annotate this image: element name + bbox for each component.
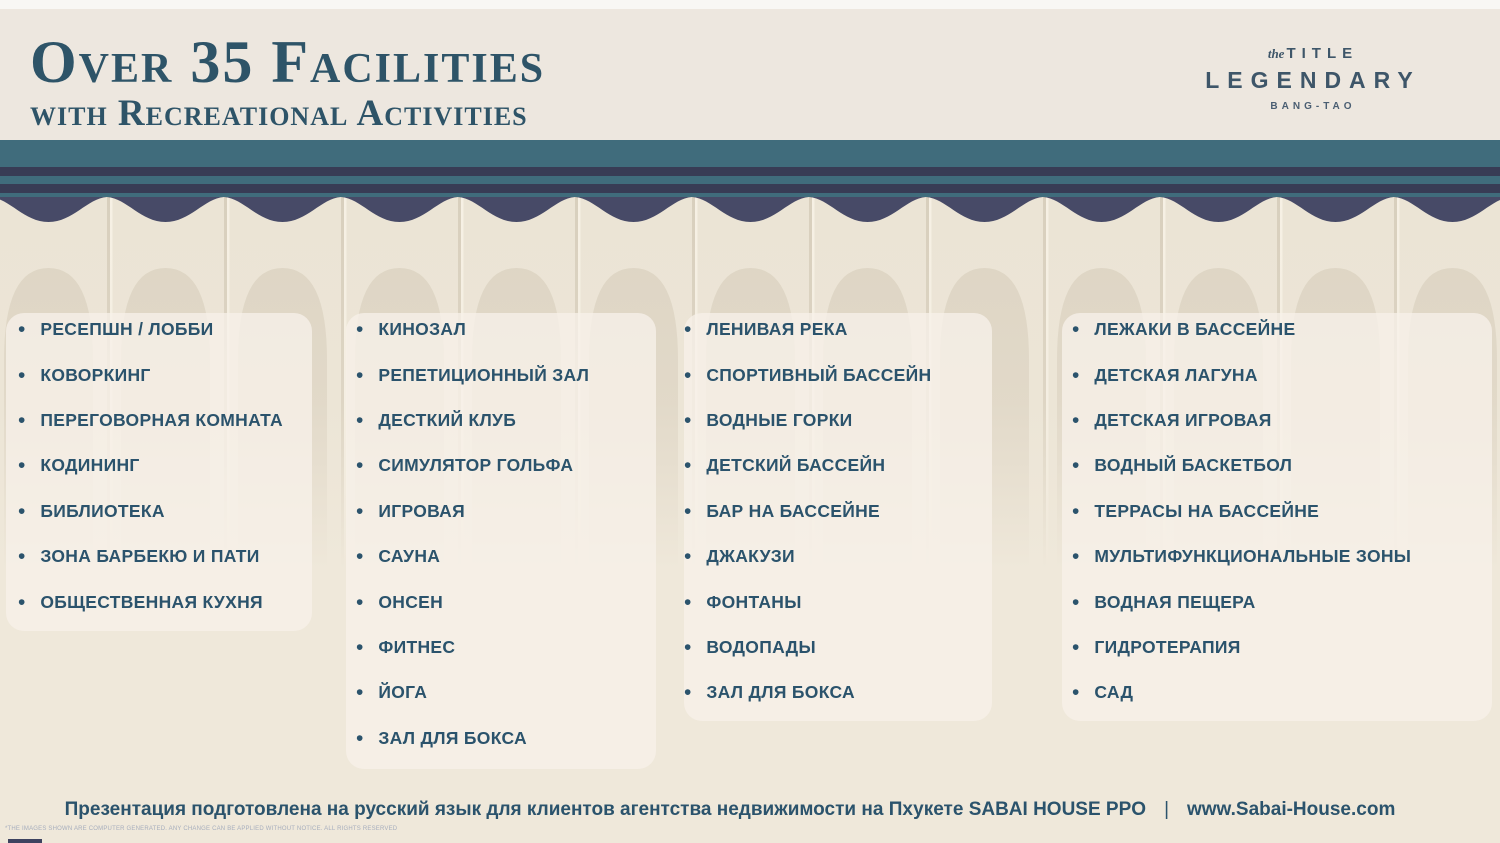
footer-separator: | — [1164, 799, 1169, 820]
facility-item — [356, 625, 589, 670]
bullet-icon: • — [684, 454, 692, 478]
title-line-1: Over 35 Facilities — [30, 29, 546, 95]
facility-label: ДЖАКУЗИ — [706, 546, 795, 567]
bullet-icon: • — [356, 408, 364, 432]
page-title — [30, 31, 545, 134]
top-edge-strip — [0, 0, 1500, 9]
facility-label: САУНА — [378, 546, 441, 567]
facility-item — [356, 307, 589, 352]
bullet-icon: • — [684, 408, 692, 432]
bullet-icon: • — [356, 545, 364, 569]
bullet-icon: • — [1072, 545, 1080, 569]
facility-item — [18, 579, 283, 624]
footer-website: www.Sabai-House.com — [1187, 799, 1396, 820]
bottom-corner-mark — [8, 839, 42, 843]
facility-label: ЗОНА БАРБЕКЮ И ПАТИ — [40, 546, 260, 567]
facility-label: ФОНТАНЫ — [706, 591, 802, 612]
facility-item — [684, 579, 931, 624]
facility-label: ОНСЕН — [378, 591, 444, 612]
bullet-icon: • — [684, 363, 692, 387]
facility-item — [18, 489, 283, 534]
facility-label: СИМУЛЯТОР ГОЛЬФА — [378, 455, 574, 476]
bullet-icon: • — [684, 318, 692, 342]
bullet-icon: • — [1072, 408, 1080, 432]
bullet-icon: • — [356, 318, 364, 342]
footer-main-text: Презентация подготовлена на русский язык для клиентов агентства недвижимости на Пхукете SABAI HOUSE PPO — [64, 799, 1147, 820]
facility-label: КИНОЗАЛ — [378, 319, 467, 340]
facility-label: ПЕРЕГОВОРНАЯ КОМНАТА — [40, 409, 283, 430]
facility-item — [18, 534, 283, 579]
facility-label: ЗАЛ ДЛЯ БОКСА — [378, 727, 527, 748]
facility-item — [1072, 307, 1411, 352]
title-line-2: with Recreational Activities — [30, 93, 528, 135]
facility-item — [684, 443, 931, 488]
bullet-icon: • — [356, 454, 364, 478]
facility-label: ТЕРРАСЫ НА БАССЕЙНЕ — [1094, 500, 1320, 521]
facility-item — [684, 307, 931, 352]
bullet-icon: • — [356, 499, 364, 523]
facility-item — [684, 398, 931, 443]
facility-label: ДЕТСКАЯ ЛАГУНА — [1094, 364, 1258, 385]
bullet-icon: • — [356, 681, 364, 705]
facility-item — [1072, 534, 1411, 579]
facility-label: ЗАЛ ДЛЯ БОКСА — [706, 682, 855, 703]
facility-label: ГИДРОТЕРАПИЯ — [1094, 636, 1241, 657]
facility-label: СПОРТИВНЫЙ БАССЕЙН — [706, 364, 932, 385]
facility-item — [1072, 352, 1411, 397]
bullet-icon: • — [18, 499, 26, 523]
facility-column-3 — [684, 307, 931, 716]
facility-item — [18, 352, 283, 397]
facility-label: РЕСЕПШН / ЛОББИ — [40, 319, 214, 340]
bullet-icon: • — [1072, 590, 1080, 614]
facility-label: ФИТНЕС — [378, 636, 456, 657]
facility-column-1 — [18, 307, 283, 625]
bullet-icon: • — [18, 318, 26, 342]
footer-text — [0, 799, 1500, 821]
bullet-icon: • — [1072, 318, 1080, 342]
facility-label: ИГРОВАЯ — [378, 500, 465, 521]
facility-label: ДЕТСКАЯ ИГРОВАЯ — [1094, 409, 1272, 430]
facility-label: ВОДНЫЕ ГОРКИ — [706, 409, 853, 430]
logo-title-word: TITLE — [1286, 45, 1359, 62]
footer-disclaimer: *THE IMAGES SHOWN ARE COMPUTER GENERATED. ANY CHANGE CAN BE APPLIED WITHOUT NOTICE. ALL RIGHTS RESERVED — [5, 826, 398, 832]
facility-item — [356, 579, 589, 624]
bullet-icon: • — [356, 726, 364, 750]
bullet-icon: • — [18, 454, 26, 478]
facility-label: МУЛЬТИФУНКЦИОНАЛЬНЫЕ ЗОНЫ — [1094, 546, 1412, 567]
facility-item — [18, 307, 283, 352]
bullet-icon: • — [1072, 499, 1080, 523]
bullet-icon: • — [684, 590, 692, 614]
facility-label: САД — [1094, 682, 1134, 703]
facility-column-2 — [356, 307, 589, 761]
facility-item — [1072, 625, 1411, 670]
facility-label: ВОДОПАДЫ — [706, 636, 816, 657]
bullet-icon: • — [18, 363, 26, 387]
logo-the-script: the — [1267, 46, 1285, 61]
bullet-icon: • — [1072, 681, 1080, 705]
header — [0, 9, 1500, 140]
facility-label: ДЕСТКИЙ КЛУБ — [378, 409, 517, 430]
logo-location: BANG-TAO — [1270, 101, 1356, 112]
bullet-icon: • — [684, 635, 692, 659]
facility-item — [356, 398, 589, 443]
facility-item — [1072, 489, 1411, 534]
facility-label: КОДИНИНГ — [40, 455, 140, 476]
facility-label: ДЕТСКИЙ БАССЕЙН — [706, 455, 886, 476]
bullet-icon: • — [684, 545, 692, 569]
facility-item — [18, 398, 283, 443]
facility-label: ЛЕЖАКИ В БАССЕЙНЕ — [1094, 319, 1296, 340]
facility-item — [356, 670, 589, 715]
facility-label: ЛЕНИВАЯ РЕКА — [706, 319, 848, 340]
facility-label: КОВОРКИНГ — [40, 364, 151, 385]
bullet-icon: • — [18, 408, 26, 432]
logo-the-title — [1198, 45, 1428, 62]
facility-item — [684, 625, 931, 670]
facility-item — [684, 489, 931, 534]
facility-item — [1072, 443, 1411, 488]
facility-item — [356, 352, 589, 397]
facility-item — [356, 443, 589, 488]
bullet-icon: • — [356, 635, 364, 659]
facility-label: БИБЛИОТЕКА — [40, 500, 165, 521]
facility-item — [1072, 670, 1411, 715]
bullet-icon: • — [18, 590, 26, 614]
facility-label: ВОДНЫЙ БАСКЕТБОЛ — [1094, 455, 1293, 476]
facility-item — [1072, 398, 1411, 443]
facility-item — [684, 352, 931, 397]
bullet-icon: • — [18, 545, 26, 569]
bullet-icon: • — [356, 363, 364, 387]
facility-label: БАР НА БАССЕЙНЕ — [706, 500, 881, 521]
bullet-icon: • — [684, 499, 692, 523]
bullet-icon: • — [1072, 454, 1080, 478]
brand-logo — [1198, 45, 1428, 112]
facility-label: ОБЩЕСТВЕННАЯ КУХНЯ — [40, 591, 263, 612]
facility-item — [18, 443, 283, 488]
facility-item — [356, 489, 589, 534]
bullet-icon: • — [356, 590, 364, 614]
facility-item — [684, 534, 931, 579]
facility-label: ЙОГА — [378, 682, 428, 703]
facility-label: РЕПЕТИЦИОННЫЙ ЗАЛ — [378, 364, 590, 385]
bullet-icon: • — [1072, 635, 1080, 659]
facility-column-4 — [1072, 307, 1411, 716]
facility-item — [1072, 579, 1411, 624]
bullet-icon: • — [684, 681, 692, 705]
bullet-icon: • — [1072, 363, 1080, 387]
facility-item — [356, 716, 589, 761]
facility-item — [356, 534, 589, 579]
logo-legendary: LEGENDARY — [1205, 67, 1421, 93]
facility-label: ВОДНАЯ ПЕЩЕРА — [1094, 591, 1256, 612]
facility-item — [684, 670, 931, 715]
